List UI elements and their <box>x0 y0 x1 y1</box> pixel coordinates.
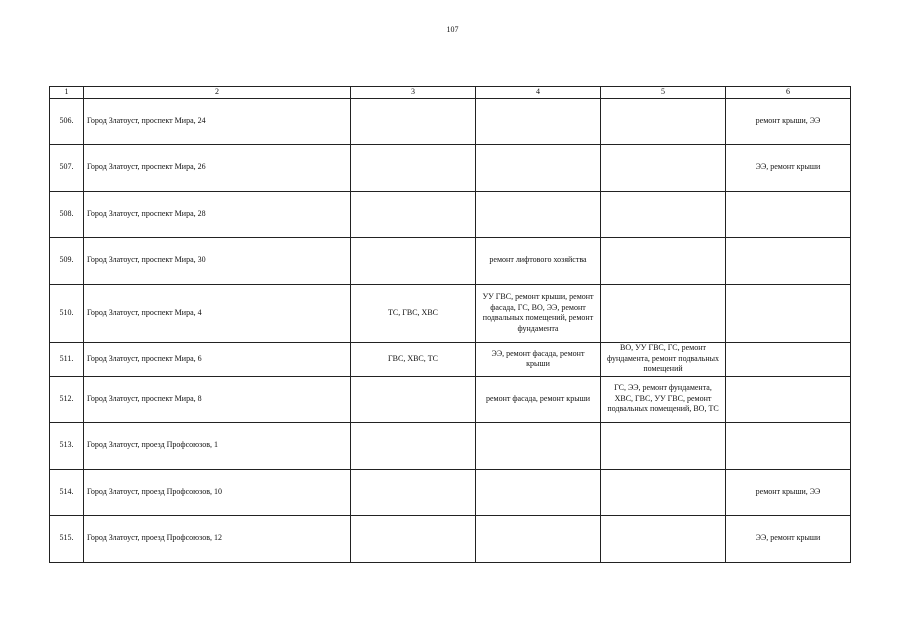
column-header: 3 <box>351 87 476 99</box>
address-cell: Город Златоуст, проспект Мира, 6 <box>84 342 351 376</box>
cell-col6 <box>726 342 851 376</box>
row-number: 508. <box>50 191 84 237</box>
address-cell: Город Златоуст, проезд Профсоюзов, 1 <box>84 422 351 469</box>
cell-col3 <box>351 515 476 562</box>
table-row <box>50 144 851 191</box>
address-cell: Город Златоуст, проспект Мира, 24 <box>84 98 351 144</box>
address-cell: Город Златоуст, проезд Профсоюзов, 10 <box>84 469 351 515</box>
table-row <box>50 515 851 562</box>
cell-col4: ремонт фасада, ремонт крыши <box>476 376 601 422</box>
table-row <box>50 98 851 144</box>
cell-col5 <box>601 237 726 284</box>
cell-col4 <box>476 144 601 191</box>
table-row <box>50 376 851 422</box>
cell-col6: ремонт крыши, ЭЭ <box>726 98 851 144</box>
column-header: 1 <box>50 87 84 99</box>
address-cell: Город Златоуст, проспект Мира, 4 <box>84 284 351 342</box>
row-number: 511. <box>50 342 84 376</box>
cell-col4 <box>476 469 601 515</box>
cell-col3 <box>351 422 476 469</box>
cell-col5 <box>601 191 726 237</box>
cell-col6 <box>726 191 851 237</box>
cell-col3: ГВС, ХВС, ТС <box>351 342 476 376</box>
cell-col4: ЭЭ, ремонт фасада, ремонт крыши <box>476 342 601 376</box>
cell-col3 <box>351 237 476 284</box>
cell-col4 <box>476 191 601 237</box>
row-number: 506. <box>50 98 84 144</box>
header-row <box>50 87 851 99</box>
row-number: 514. <box>50 469 84 515</box>
cell-col5 <box>601 469 726 515</box>
row-number: 507. <box>50 144 84 191</box>
cell-col5 <box>601 284 726 342</box>
column-header: 5 <box>601 87 726 99</box>
cell-col5 <box>601 98 726 144</box>
table-row <box>50 342 851 376</box>
cell-col5 <box>601 515 726 562</box>
address-cell: Город Златоуст, проезд Профсоюзов, 12 <box>84 515 351 562</box>
cell-col3 <box>351 469 476 515</box>
address-cell: Город Златоуст, проспект Мира, 28 <box>84 191 351 237</box>
cell-col6 <box>726 376 851 422</box>
address-cell: Город Златоуст, проспект Мира, 26 <box>84 144 351 191</box>
cell-col4 <box>476 98 601 144</box>
cell-col4: ремонт лифтового хозяйства <box>476 237 601 284</box>
row-number: 509. <box>50 237 84 284</box>
cell-col4 <box>476 422 601 469</box>
cell-col6 <box>726 422 851 469</box>
cell-col6 <box>726 284 851 342</box>
cell-col6: ЭЭ, ремонт крыши <box>726 144 851 191</box>
address-cell: Город Златоуст, проспект Мира, 30 <box>84 237 351 284</box>
cell-col3 <box>351 144 476 191</box>
cell-col5: ГС, ЭЭ, ремонт фундамента, ХВС, ГВС, УУ ГВС, ремонт подвальных помещений, ВО, ТС <box>601 376 726 422</box>
row-number: 513. <box>50 422 84 469</box>
table-row <box>50 191 851 237</box>
cell-col4: УУ ГВС, ремонт крыши, ремонт фасада, ГС, ВО, ЭЭ, ремонт подвальных помещений, ремонт фундамента <box>476 284 601 342</box>
row-number: 510. <box>50 284 84 342</box>
cell-col4 <box>476 515 601 562</box>
row-number: 512. <box>50 376 84 422</box>
cell-col3 <box>351 98 476 144</box>
cell-col6 <box>726 237 851 284</box>
table-body <box>50 98 851 562</box>
cell-col6: ремонт крыши, ЭЭ <box>726 469 851 515</box>
table-row <box>50 237 851 284</box>
cell-col3 <box>351 376 476 422</box>
column-header: 4 <box>476 87 601 99</box>
cell-col6: ЭЭ, ремонт крыши <box>726 515 851 562</box>
cell-col5 <box>601 144 726 191</box>
work-table <box>49 86 851 563</box>
cell-col5 <box>601 422 726 469</box>
column-header: 6 <box>726 87 851 99</box>
address-cell: Город Златоуст, проспект Мира, 8 <box>84 376 351 422</box>
table-row <box>50 422 851 469</box>
page-number: 107 <box>446 25 459 34</box>
cell-col5: ВО, УУ ГВС, ГС, ремонт фундамента, ремонт подвальных помещений <box>601 342 726 376</box>
cell-col3 <box>351 191 476 237</box>
table-row <box>50 284 851 342</box>
column-header: 2 <box>84 87 351 99</box>
cell-col3: ТС, ГВС, ХВС <box>351 284 476 342</box>
table-row <box>50 469 851 515</box>
row-number: 515. <box>50 515 84 562</box>
